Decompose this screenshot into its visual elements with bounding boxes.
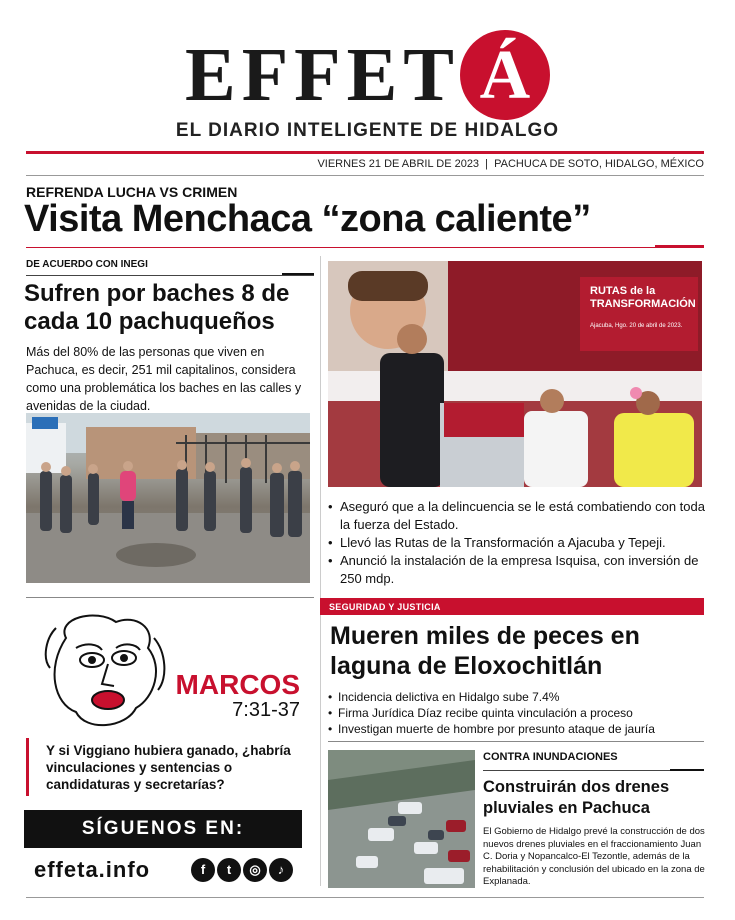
tiktok-icon[interactable]: ♪ — [269, 858, 293, 882]
section-bullet[interactable]: • Incidencia delictiva en Hidalgo sube 7.4% — [328, 689, 708, 705]
logo-accent-circle: Á — [460, 30, 550, 120]
left-story-rule — [26, 275, 314, 276]
pothole-photo — [26, 413, 310, 583]
follow-banner: SÍGUENOS EN: — [24, 810, 302, 848]
section-divider — [328, 741, 704, 742]
bottom-story-kicker: CONTRA INUNDACIONES — [483, 751, 618, 763]
section-bullet[interactable]: • Firma Jurídica Díaz recibe quinta vinculación a proceso — [328, 705, 708, 721]
page-bottom-rule — [26, 897, 704, 898]
governor-event-photo — [328, 261, 702, 487]
section-bullets — [328, 689, 708, 737]
dateline: VIERNES 21 DE ABRIL DE 2023 | PACHUCA DE SOTO, HIDALGO, MÉXICO — [317, 158, 704, 170]
column-question[interactable]: Y si Viggiano hubiera ganado, ¿habría vinculaciones y sentencias o candidaturas y secretarías? — [46, 743, 291, 792]
flood-photo-scene — [328, 750, 475, 888]
flood-photo — [328, 750, 475, 888]
site-link[interactable]: effeta.info — [34, 857, 151, 882]
bottom-story-body: El Gobierno de Hidalgo prevé la construcción de dos nuevos drenes pluviales en el fraccionamiento Juan C. Doria y Nopancalco-El Tezontle, además de la rehabilitación y conclusión del ubicado en la zona de Explanada. — [483, 826, 705, 887]
main-bullet: • Aseguró que a la delincuencia se le está combatiendo con toda la fuerza del Estado. — [328, 498, 708, 534]
tagline: EL DIARIO INTELIGENTE DE HIDALGO — [175, 120, 560, 141]
left-section-divider — [26, 597, 314, 598]
photo-banner-subtitle: Ajacuba, Hgo. 20 de abril de 2023. — [590, 323, 683, 329]
section-headline[interactable]: Mueren miles de peces en laguna de Eloxochitlán — [330, 622, 640, 680]
left-story-body: Más del 80% de las personas que viven en Pachuca, es decir, 251 mil capitalinos, considera como una problemática los baches en las calles y avenidas de la ciudad. — [26, 345, 302, 413]
instagram-icon[interactable]: ◎ — [243, 858, 267, 882]
column-divider — [320, 256, 321, 886]
bottom-story-headline[interactable]: Construirán dos drenes pluviales en Pachuca — [483, 778, 670, 817]
main-headline-rule-accent — [655, 245, 704, 248]
facebook-icon[interactable]: f — [191, 858, 215, 882]
main-headline[interactable]: Visita Menchaca “zona caliente” — [24, 198, 591, 240]
pothole-photo-scene — [26, 413, 310, 583]
masthead-rule — [26, 151, 704, 154]
main-bullets — [328, 498, 708, 588]
main-bullet: • Anunció la instalación de la empresa Isquisa, con inversión de 250 mdp. — [328, 552, 708, 588]
column-title: MARCOS — [175, 669, 300, 700]
social-icons — [191, 858, 295, 882]
masthead-logo[interactable] — [0, 30, 735, 120]
left-story-rule-accent — [282, 273, 314, 275]
twitter-icon[interactable]: t — [217, 858, 241, 882]
dateline-rule — [26, 175, 704, 176]
column-sketch-illustration — [36, 608, 171, 738]
main-bullet: • Llevó las Rutas de la Transformación a Ajacuba y Tepeji. — [328, 534, 708, 552]
left-story-kicker: DE ACUERDO CON INEGI — [26, 259, 148, 270]
logo-text: EFFET — [185, 33, 460, 117]
column-verse: 7:31-37 — [232, 699, 300, 721]
main-headline-rule — [26, 247, 704, 248]
section-bullet[interactable]: • Investigan muerte de hombre por presunto ataque de jauría — [328, 721, 708, 737]
left-story-headline[interactable]: Sufren por baches 8 de cada 10 pachuqueños — [24, 280, 290, 335]
section-label[interactable]: SEGURIDAD Y JUSTICIA — [320, 598, 704, 615]
photo-banner-title: RUTAS de la TRANSFORMACIÓN — [590, 285, 696, 310]
bottom-story-rule-accent — [670, 769, 704, 771]
sketch-face-drawing — [36, 608, 171, 738]
main-kicker: REFRENDA LUCHA VS CRIMEN — [26, 184, 238, 200]
